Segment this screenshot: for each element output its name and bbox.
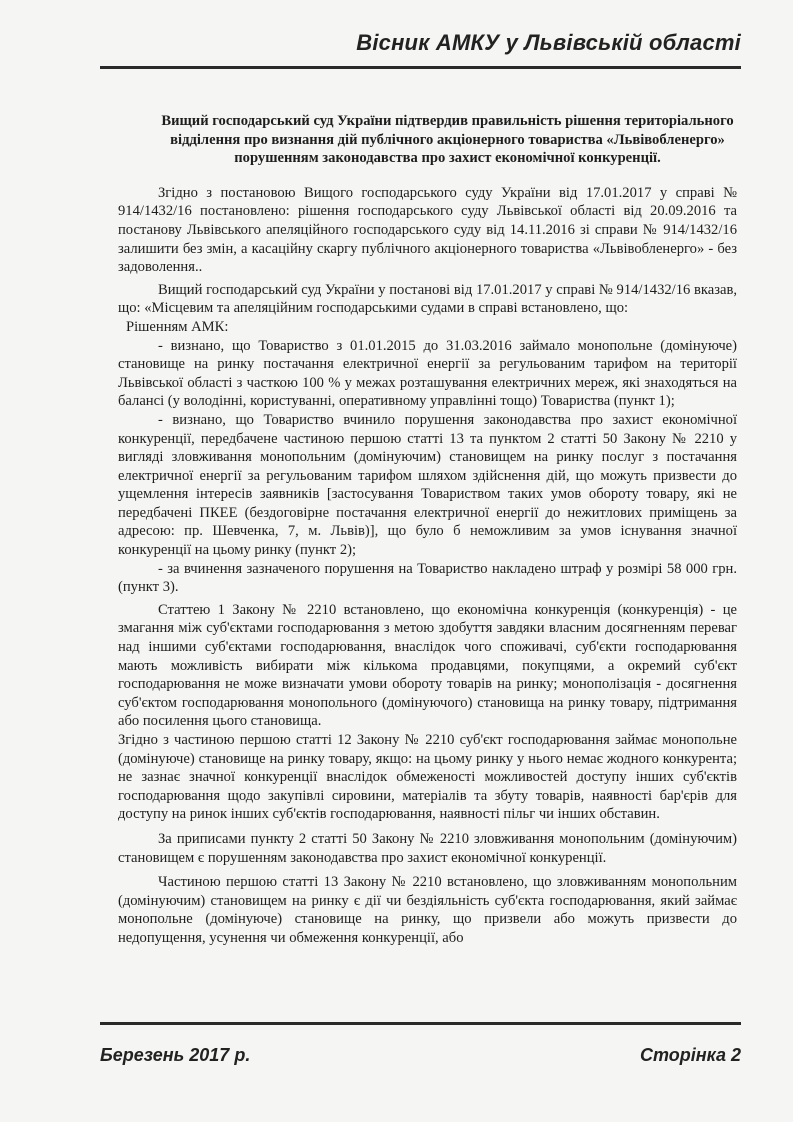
- list-item-point-1: - визнано, що Товариство з 01.01.2015 до 31.03.2016 займало монопольне (домінуюче) становище на ринку постачання електричної енергії за регульованим тарифом на території Львівської області з часткою 100 % у межах розташування електричних мереж, які знаходяться на балансі (у володінні, користуванні, оперативному управлінні тощо) Товариства (пункт 1);: [118, 337, 737, 410]
- article-headline: Вищий господарський суд України підтвердив правильність рішення територіального відділення про визнання дій публічного акціонерного товариства «Львівобленерго» порушенням законодавства про захист економічної конкуренції.: [161, 113, 734, 167]
- page-header: [100, 30, 741, 69]
- paragraph-article-50: За приписами пункту 2 статті 50 Закону № 2210 зловживання монопольним (домінуючим) становищем є порушенням законодавства про захист економічної конкуренції.: [118, 830, 737, 866]
- paragraph-article-12: Згідно з частиною першою статті 12 Закону № 2210 суб'єкт господарювання займає монопольне (домінуюче) становище на ринку товару, якщо: на цьому ринку у нього немає жодного конкурента; не зазнає значної конкуренції внаслідок обмеженості можливостей доступу інших суб'єктів господарювання щодо закупівлі сировини, матеріалів та збуту товарів, наявності бар'єрів для доступу на ринок інших суб'єктів господарювання, наявності пільг чи інших обставин.: [118, 732, 737, 823]
- bulletin-title: Вісник АМКУ у Львівській області: [356, 30, 741, 55]
- paragraph-article-1: Статтею 1 Закону № 2210 встановлено, що економічна конкуренція (конкуренція) - це змагання між суб'єктами господарювання з метою здобуття завдяки власним досягненням переваг над іншими суб'єктами господарювання, внаслідок чого споживачі, суб'єкти господарювання мають можливість вибирати між кількома продавцями, покупцями, а окремий суб'єкт господарювання не може визначати умови обороту товарів на ринку; монополізація - досягнення суб'єктом господарювання монопольного (домінуючого) становища на ринку товару, підтримання або посилення цього становища.: [118, 601, 737, 730]
- list-item-point-2: - визнано, що Товариство вчинило порушення законодавства про захист економічної конкуренції, передбачене частиною першою статті 13 та пунктом 2 статті 50 Закону № 2210 у вигляді зловживання монопольним (домінуючим) становищем на ринку послуг з постачання електричної енергії за регульованим тарифом шляхом здійснення дій, що можуть призвести до ущемлення інтересів заявників [застосування Товариством таких умов обороту товару, які не передбачені ПКЕЕ (бездоговірне постачання електричної енергії до нежитлових приміщень за адресою: пр. Шевченка, 7, м. Львів)], що було б неможливим за умов існування значної конкуренції на цьому ринку (пункт 2);: [118, 411, 737, 559]
- paragraph-court-ruling: Згідно з постановою Вищого господарського суду України від 17.01.2017 у справі № 914/1432/16 постановлено: рішення господарського суду Львівської області від 20.09.2016 та постанову Львівського апеляційного господарського суду від 14.11.2016 зі справи № 914/1432/16 залишити без змін, а касаційну скаргу публічного акціонерного товариства «Львівобленерго» - без задоволення..: [118, 184, 737, 276]
- paragraph-amk-decision: Рішенням АМК:: [126, 318, 229, 335]
- paragraph-court-statement: Вищий господарський суд України у постанові від 17.01.2017 у справі № 914/1432/16 вказав, що: «Місцевим та апеляційним господарськими судами в справі встановлено, що:: [118, 281, 737, 317]
- list-item-point-3: - за вчинення зазначеного порушення на Товариство накладено штраф у розмірі 58 000 грн. (пункт 3).: [118, 560, 737, 596]
- page-footer: [100, 1022, 741, 1065]
- paragraph-article-13: Частиною першою статті 13 Закону № 2210 встановлено, що зловживанням монопольним (домінуючим) становищем на ринку є дії чи бездіяльність суб'єкта господарювання, який займає монопольне (домінуюче) становище на ринку, що призвели або можуть призвести до недопущення, усунення чи обмеження конкуренції, або: [118, 874, 737, 946]
- page-number: Сторінка 2: [640, 1045, 741, 1065]
- article-body: [118, 112, 737, 952]
- issue-date: Березень 2017 р.: [100, 1045, 251, 1065]
